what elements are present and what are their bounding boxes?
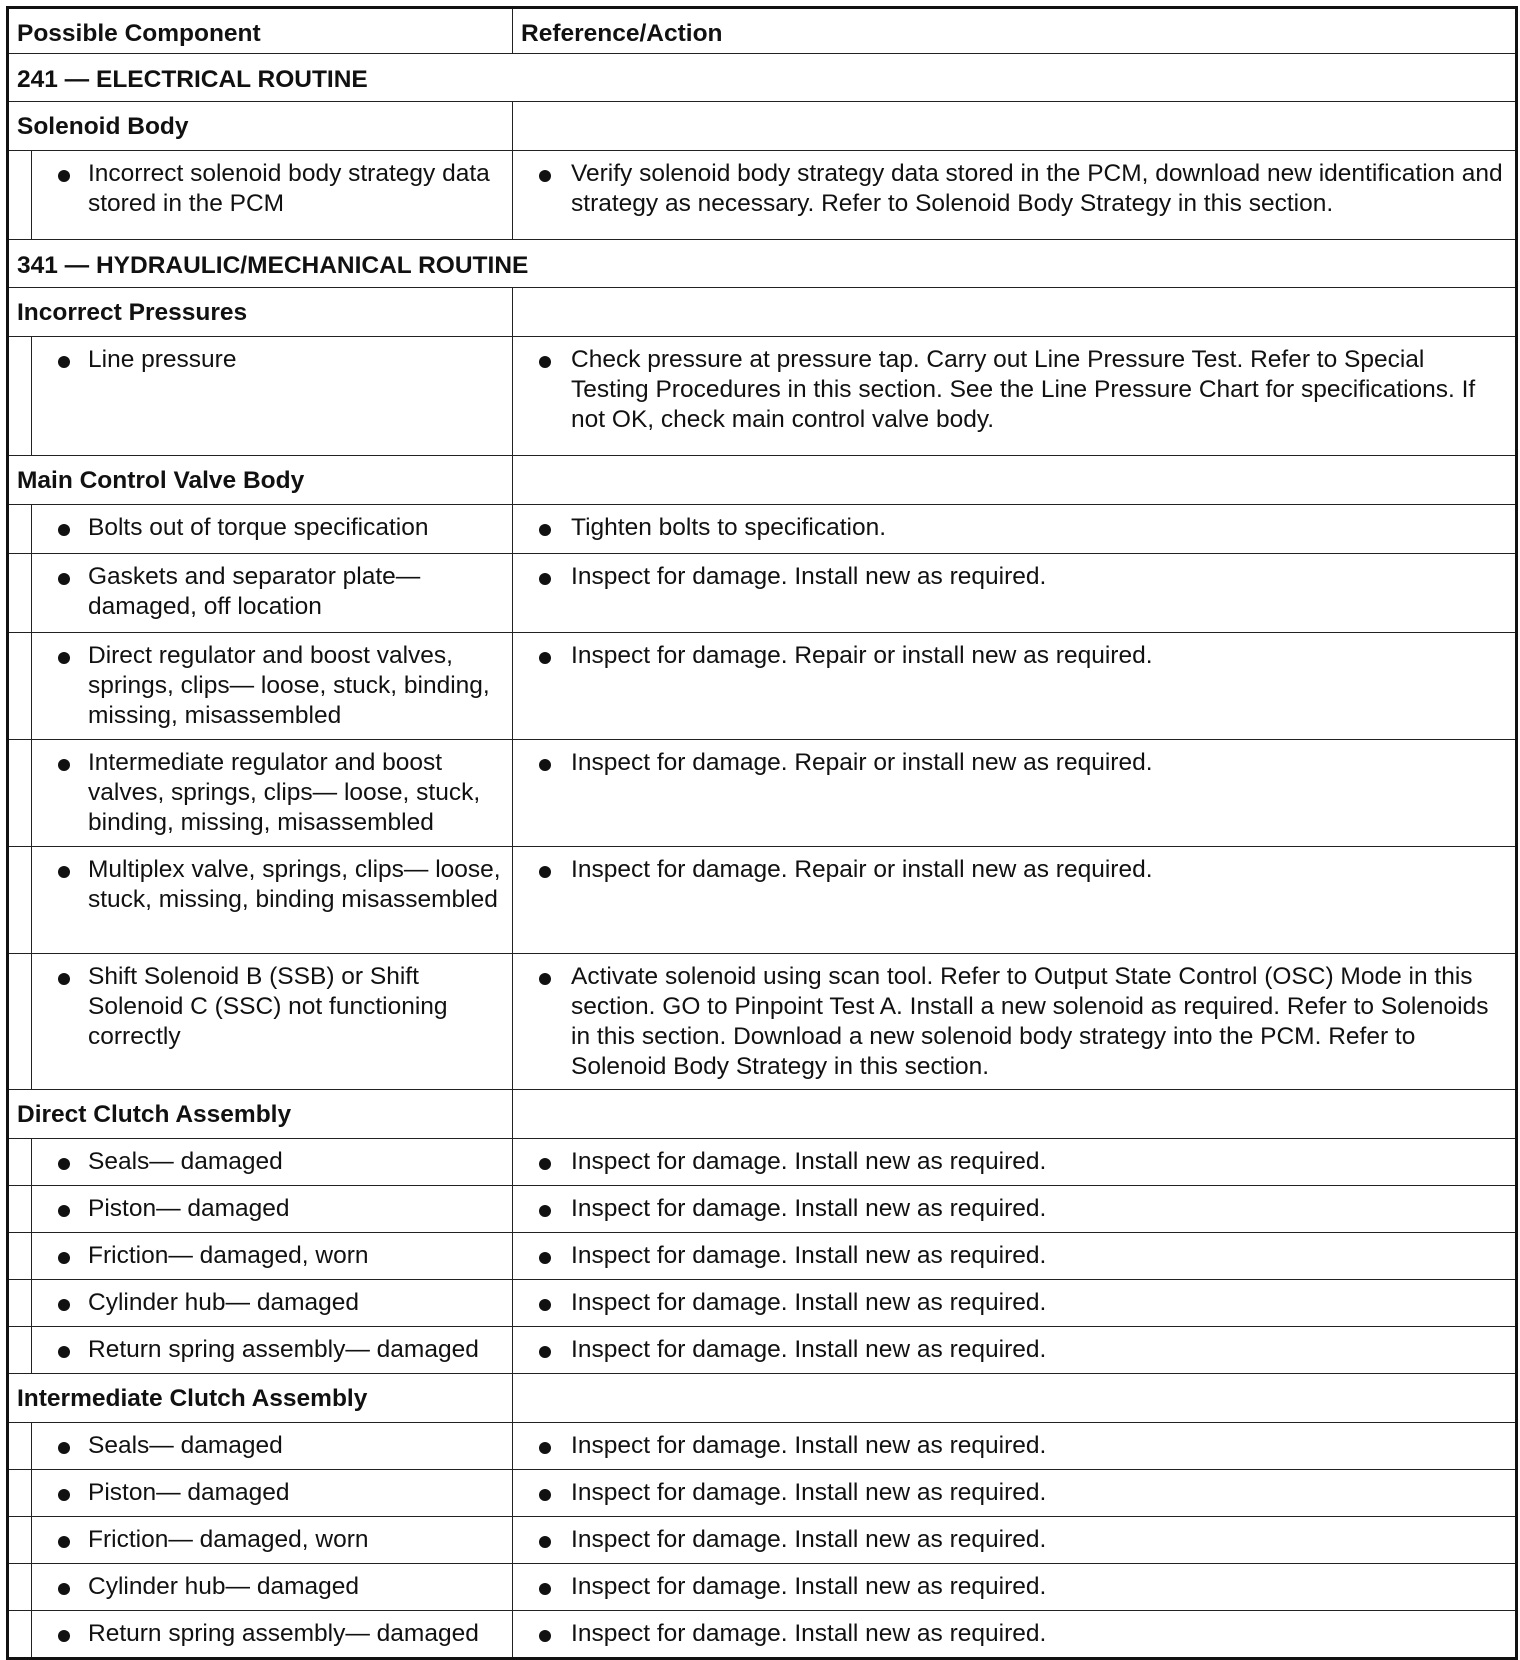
action-text: Inspect for damage. Install new as required.: [513, 1335, 1507, 1365]
group-empty-cell: [513, 456, 1517, 505]
action-text: Inspect for damage. Install new as required.: [513, 1194, 1507, 1224]
table-row: [8, 954, 1517, 1090]
table-row: [8, 1611, 1517, 1659]
indent-cell: [8, 740, 32, 847]
component-cell: [32, 1327, 513, 1374]
table-row: [8, 1280, 1517, 1327]
component-text: Piston— damaged: [32, 1194, 504, 1224]
component-cell: [32, 337, 513, 456]
component-text: Seals— damaged: [32, 1431, 504, 1461]
action-cell: [513, 1611, 1517, 1659]
table-row: [8, 1423, 1517, 1470]
indent-cell: [8, 505, 32, 554]
table-row: [8, 1139, 1517, 1186]
action-text: Inspect for damage. Install new as required.: [513, 1619, 1507, 1649]
component-cell: [32, 1470, 513, 1517]
component-text: Direct regulator and boost valves, springs, clips— loose, stuck, binding, missing, misassembled: [32, 641, 504, 731]
indent-cell: [8, 1327, 32, 1374]
action-text: Inspect for damage. Install new as required.: [513, 1288, 1507, 1318]
group-empty-cell: [513, 1090, 1517, 1139]
indent-cell: [8, 847, 32, 954]
component-cell: [32, 1423, 513, 1470]
action-cell: [513, 1280, 1517, 1327]
action-text: Activate solenoid using scan tool. Refer to Output State Control (OSC) Mode in this section. GO to Pinpoint Test A. Install a new solenoid as required. Refer to Solenoids in this section. Download a new solenoid body strategy into the PCM. Refer to Solenoid Body Strategy in this section.: [513, 962, 1507, 1082]
component-cell: [32, 954, 513, 1090]
group-title-direct-clutch: Direct Clutch Assembly: [8, 1090, 513, 1139]
component-cell: [32, 633, 513, 740]
component-text: Bolts out of torque specification: [32, 513, 504, 543]
component-cell: [32, 505, 513, 554]
action-cell: [513, 505, 1517, 554]
indent-cell: [8, 1470, 32, 1517]
indent-cell: [8, 1423, 32, 1470]
component-cell: [32, 1233, 513, 1280]
action-text: Inspect for damage. Install new as required.: [513, 1241, 1507, 1271]
action-cell: [513, 954, 1517, 1090]
table-row: [8, 1186, 1517, 1233]
action-cell: [513, 1327, 1517, 1374]
action-text: Inspect for damage. Install new as required.: [513, 1525, 1507, 1555]
action-text: Inspect for damage. Install new as required.: [513, 562, 1507, 592]
group-row: [8, 288, 1517, 337]
group-row: [8, 1090, 1517, 1139]
group-title-intermediate-clutch: Intermediate Clutch Assembly: [8, 1374, 513, 1423]
group-title-main-control: Main Control Valve Body: [8, 456, 513, 505]
group-row: [8, 102, 1517, 151]
action-cell: [513, 337, 1517, 456]
component-text: Return spring assembly— damaged: [32, 1335, 504, 1365]
component-text: Friction— damaged, worn: [32, 1525, 504, 1555]
table-row: [8, 1327, 1517, 1374]
component-text: Seals— damaged: [32, 1147, 504, 1177]
indent-cell: [8, 633, 32, 740]
table-row: [8, 554, 1517, 633]
table-row: [8, 1564, 1517, 1611]
action-cell: [513, 1470, 1517, 1517]
component-text: Incorrect solenoid body strategy data stored in the PCM: [32, 159, 504, 219]
table-header-row: [8, 8, 1517, 54]
column-header-action: Reference/Action: [513, 8, 1517, 54]
action-cell: [513, 1517, 1517, 1564]
table-row: [8, 740, 1517, 847]
component-text: Line pressure: [32, 345, 504, 375]
group-empty-cell: [513, 1374, 1517, 1423]
column-header-component: Possible Component: [8, 8, 513, 54]
group-empty-cell: [513, 102, 1517, 151]
component-text: Shift Solenoid B (SSB) or Shift Solenoid C (SSC) not functioning correctly: [32, 962, 504, 1052]
action-text: Tighten bolts to specification.: [513, 513, 1507, 543]
indent-cell: [8, 1611, 32, 1659]
indent-cell: [8, 1517, 32, 1564]
indent-cell: [8, 1139, 32, 1186]
section-row: [8, 240, 1517, 288]
diagnostic-table: [6, 6, 1518, 1660]
component-cell: [32, 1186, 513, 1233]
table-row: [8, 151, 1517, 240]
action-text: Inspect for damage. Install new as required.: [513, 1572, 1507, 1602]
component-cell: [32, 151, 513, 240]
group-empty-cell: [513, 288, 1517, 337]
section-row: [8, 54, 1517, 102]
component-text: Return spring assembly— damaged: [32, 1619, 504, 1649]
indent-cell: [8, 1186, 32, 1233]
table-row: [8, 847, 1517, 954]
table-row: [8, 633, 1517, 740]
action-cell: [513, 1233, 1517, 1280]
component-text: Gaskets and separator plate— damaged, off location: [32, 562, 504, 622]
action-text: Check pressure at pressure tap. Carry out Line Pressure Test. Refer to Special Testing Procedures in this section. See the Line Pressure Chart for specifications. If not OK, check main control valve body.: [513, 345, 1507, 435]
action-cell: [513, 1139, 1517, 1186]
group-row: [8, 1374, 1517, 1423]
indent-cell: [8, 1280, 32, 1327]
action-cell: [513, 151, 1517, 240]
component-text: Cylinder hub— damaged: [32, 1288, 504, 1318]
action-cell: [513, 1186, 1517, 1233]
component-text: Multiplex valve, springs, clips— loose, stuck, missing, binding misassembled: [32, 855, 504, 915]
action-text: Inspect for damage. Install new as required.: [513, 1478, 1507, 1508]
action-cell: [513, 1564, 1517, 1611]
action-cell: [513, 740, 1517, 847]
component-cell: [32, 1280, 513, 1327]
action-text: Inspect for damage. Install new as required.: [513, 1431, 1507, 1461]
component-cell: [32, 554, 513, 633]
component-cell: [32, 1517, 513, 1564]
group-title-incorrect-pressures: Incorrect Pressures: [8, 288, 513, 337]
table-row: [8, 505, 1517, 554]
component-cell: [32, 1139, 513, 1186]
table-row: [8, 1517, 1517, 1564]
indent-cell: [8, 151, 32, 240]
component-cell: [32, 847, 513, 954]
component-text: Intermediate regulator and boost valves, springs, clips— loose, stuck, binding, missing, misassembled: [32, 748, 504, 838]
action-cell: [513, 554, 1517, 633]
indent-cell: [8, 954, 32, 1090]
section-title-hydraulic: 341 — HYDRAULIC/MECHANICAL ROUTINE: [8, 240, 1517, 288]
indent-cell: [8, 337, 32, 456]
action-text: Inspect for damage. Install new as required.: [513, 1147, 1507, 1177]
action-text: Verify solenoid body strategy data stored in the PCM, download new identification and strategy as necessary. Refer to Solenoid Body Strategy in this section.: [513, 159, 1507, 219]
action-cell: [513, 847, 1517, 954]
indent-cell: [8, 554, 32, 633]
table-row: [8, 337, 1517, 456]
component-cell: [32, 740, 513, 847]
table-row: [8, 1470, 1517, 1517]
section-title-electrical: 241 — ELECTRICAL ROUTINE: [8, 54, 1517, 102]
component-cell: [32, 1564, 513, 1611]
action-text: Inspect for damage. Repair or install new as required.: [513, 855, 1507, 885]
group-title-solenoid-body: Solenoid Body: [8, 102, 513, 151]
action-text: Inspect for damage. Repair or install new as required.: [513, 748, 1507, 778]
indent-cell: [8, 1233, 32, 1280]
component-text: Piston— damaged: [32, 1478, 504, 1508]
component-text: Friction— damaged, worn: [32, 1241, 504, 1271]
table-row: [8, 1233, 1517, 1280]
component-text: Cylinder hub— damaged: [32, 1572, 504, 1602]
action-cell: [513, 633, 1517, 740]
group-row: [8, 456, 1517, 505]
indent-cell: [8, 1564, 32, 1611]
component-cell: [32, 1611, 513, 1659]
action-cell: [513, 1423, 1517, 1470]
action-text: Inspect for damage. Repair or install new as required.: [513, 641, 1507, 671]
